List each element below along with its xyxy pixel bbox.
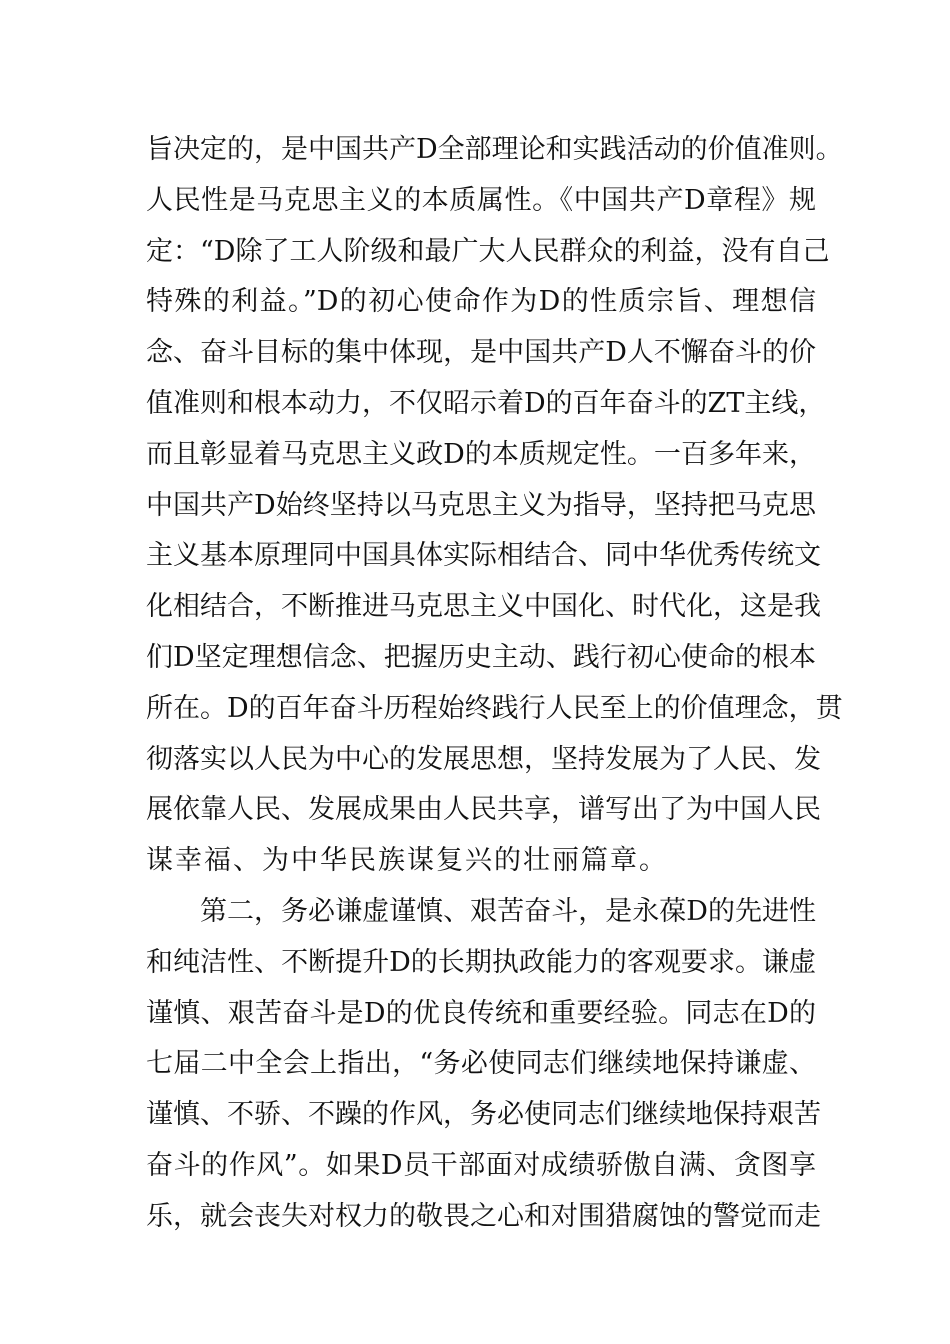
text-line: 乐，就会丧失对权力的敬畏之心和对围猎腐蚀的警觉而走 bbox=[146, 1200, 821, 1232]
text-line: 谋幸福、为中华民族谋复兴的壮丽篇章。 bbox=[146, 845, 668, 877]
text-line: 化相结合，不断推进马克思主义中国化、时代化，这是我 bbox=[146, 591, 821, 623]
text-line: 谨慎、艰苦奋斗是D的优良传统和重要经验。同志在D的 bbox=[146, 997, 816, 1029]
text-line: 七届二中全会上指出，“务必使同志们继续地保持谦虚、 bbox=[146, 1048, 816, 1080]
body-text bbox=[146, 125, 843, 1243]
text-line: 彻落实以人民为中心的发展思想，坚持发展为了人民、发 bbox=[146, 743, 821, 775]
text-line: 而且彰显着马克思主义政D的本质规定性。一百多年来， bbox=[146, 438, 816, 470]
text-line: 旨决定的，是中国共产D全部理论和实践活动的价值准则。 bbox=[146, 134, 843, 165]
text-line: 展依靠人民、发展成果由人民共享，谱写出了为中国人民 bbox=[146, 794, 821, 826]
text-line: 念、奋斗目标的集中体现，是中国共产D人不懈奋斗的价 bbox=[146, 337, 816, 369]
text-line: 们D坚定理想信念、把握历史主动、践行初心使命的根本 bbox=[146, 641, 816, 673]
text-line: 值准则和根本动力，不仅昭示着D的百年奋斗的ZT主线， bbox=[146, 387, 826, 419]
text-line: 人民性是马克思主义的本质属性。《中国共产D章程》规 bbox=[146, 184, 816, 216]
text-line: 中国共产D始终坚持以马克思主义为指导，坚持把马克思 bbox=[146, 489, 816, 521]
text-line: 主义基本原理同中国具体实际相结合、同中华优秀传统文 bbox=[146, 540, 821, 572]
text-line: 谨慎、不骄、不躁的作风，务必使同志们继续地保持艰苦 bbox=[146, 1099, 821, 1131]
text-line: 定：“D除了工人阶级和最广大人民群众的利益，没有自己 bbox=[146, 235, 830, 267]
text-line: 所在。D的百年奋斗历程始终践行人民至上的价值理念，贯 bbox=[146, 692, 843, 724]
text-line: 特殊的利益。”D的初心使命作为D的性质宗旨、理想信 bbox=[146, 286, 816, 318]
text-line: 奋斗的作风”。如果D员干部面对成绩骄傲自满、贪图享 bbox=[146, 1149, 816, 1181]
text-line: 第二，务必谦虚谨慎、艰苦奋斗，是永葆D的先进性 bbox=[200, 895, 816, 927]
text-line: 和纯洁性、不断提升D的长期执政能力的客观要求。谦虚 bbox=[146, 946, 816, 978]
